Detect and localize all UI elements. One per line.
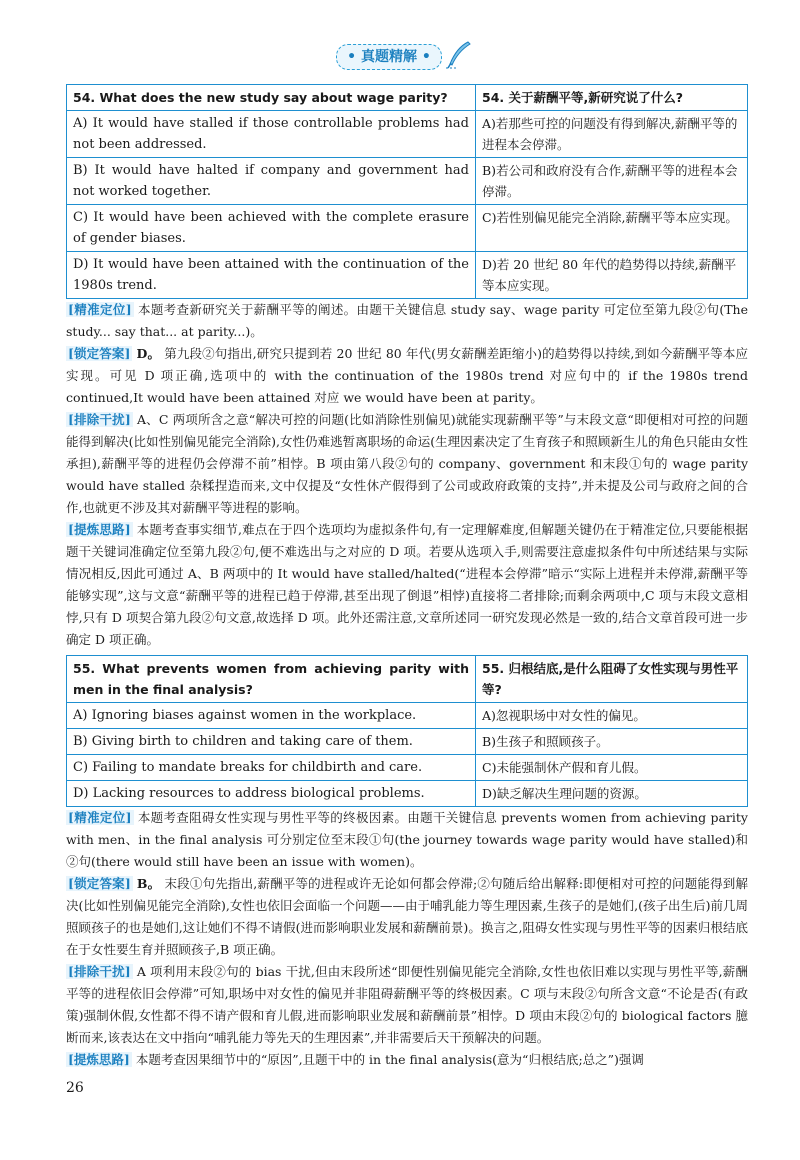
question-row	[67, 656, 748, 703]
option-zh: A)忽视职场中对女性的偏见。	[476, 703, 748, 729]
option-zh: C)未能强制休产假和育儿假。	[476, 755, 748, 781]
option-en: D) Lacking resources to address biological problems.	[67, 781, 476, 807]
analysis-tag: [精准定位]	[68, 810, 132, 825]
analysis-insight	[66, 1049, 748, 1071]
option-row	[67, 252, 748, 299]
answer-letter: B。	[136, 876, 161, 891]
option-en: A) It would have stalled if those controllable problems had not been addressed.	[67, 111, 476, 158]
option-zh: B)生孩子和照顾孩子。	[476, 729, 748, 755]
analysis-tag: [提炼思路]	[68, 522, 131, 537]
analysis-text: 末段①句先指出,薪酬平等的进程或许无论如何都会停滞;②句随后给出解释:即便相对可控的问题能得到解决(比如性别偏见能完全消除),女性也依旧会面临一个问题——由于哺乳能力等生理因素,生孩子的是她们,(孩子出生后)前几周照顾孩子的也是她们,这让她们不得不请假(进而影响职业发展和薪酬前景)。换言之,阻碍女性实现与男性平等的因素归根结底在于女性要生育并照顾孩子,B 项正确。	[66, 876, 748, 957]
analysis-exclude	[66, 409, 748, 519]
analysis-tag: [精准定位]	[68, 302, 132, 317]
analysis-insight	[66, 519, 748, 651]
question-zh: 55. 归根结底,是什么阻碍了女性实现与男性平等?	[476, 656, 748, 703]
option-en: B) It would have halted if company and government had not worked together.	[67, 158, 476, 205]
analysis-text: 本题考查因果细节中的“原因”,且题干中的 in the final analysis(意为“归根结底;总之”)强调	[135, 1052, 644, 1067]
page-number: 26	[66, 1080, 84, 1096]
option-zh: B)若公司和政府没有合作,薪酬平等的进程本会停滞。	[476, 158, 748, 205]
analysis-tag: [锁定答案]	[68, 346, 131, 361]
section-header	[0, 40, 800, 80]
option-en: D) It would have been attained with the continuation of the 1980s trend.	[67, 252, 476, 299]
analysis-text: 第九段②句指出,研究只提到若 20 世纪 80 年代(男女薪酬差距缩小)的趋势得以持续,到如今薪酬平等本应实现。可见 D 项正确,选项中的 with the continuation of the 1980s trend 对应句中的 if the 1980s trend continued,It would have been attained 对应 we would have been at parity。	[66, 346, 748, 405]
analysis-locate	[66, 807, 748, 873]
answer-letter: D。	[136, 346, 161, 361]
analysis-tag: [排除干扰]	[68, 412, 131, 427]
option-row	[67, 703, 748, 729]
option-row	[67, 158, 748, 205]
option-zh: D)缺乏解决生理问题的资源。	[476, 781, 748, 807]
question-en: 55. What prevents women from achieving parity with men in the final analysis?	[67, 656, 476, 703]
question-55-table	[66, 655, 748, 807]
question-zh: 54. 关于薪酬平等,新研究说了什么?	[476, 85, 748, 111]
analysis-text: A、C 两项所含之意“解决可控的问题(比如消除性别偏见)就能实现薪酬平等”与末段文意“即便相对可控的问题能得到解决(比如性别偏见能完全消除),女性仍难逃暂离职场的命运(生理因素决定了生育孩子和照顾新生儿的角色只能由女性承担),薪酬平等的进程仍会停滞不前”相悖。B 项由第八段②句的 company、government 和末段①句的 wage parity would have stalled 杂糅捏造而来,文中仅提及“女性休产假得到了公司或政府政策的支持”,并未提及公司与政府之间的合作,也就更不涉及其对薪酬平等进程的影响。	[66, 412, 748, 515]
option-zh: C)若性别偏见能完全消除,薪酬平等本应实现。	[476, 205, 748, 252]
option-en: C) Failing to mandate breaks for childbirth and care.	[67, 755, 476, 781]
section-title: • 真题精解 •	[336, 44, 442, 70]
option-row	[67, 111, 748, 158]
analysis-text: 本题考查事实细节,难点在于四个选项均为虚拟条件句,有一定理解难度,但解题关键仍在于精准定位,只要能根据题干关键词准确定位至第九段②句,便不难选出与之对应的 D 项。若要从选项入手,则需要注意虚拟条件句中所述结果与实际情况相反,因此可通过 A、B 两项中的 It would have stalled/halted(“进程本会停滞”暗示“实际上进程并未停滞,薪酬平等能够实现”,这与文意“薪酬平等的进程已趋于停滞,甚至出现了倒退”相悖)直接将二者排除;而剩余两项中,C 项与末段文意相悖,只有 D 项契合第九段②句文意,故选择 D 项。此外还需注意,文章所述同一研究发现必然是一致的,结合文章首段可进一步确定 D 项正确。	[66, 522, 748, 647]
option-en: A) Ignoring biases against women in the workplace.	[67, 703, 476, 729]
analysis-tag: [排除干扰]	[68, 964, 131, 979]
quill-pen-icon	[444, 40, 472, 70]
analysis-text: 本题考查新研究关于薪酬平等的阐述。由题干关键信息 study say、wage parity 可定位至第九段②句(The study... say that... at parity...)。	[66, 302, 748, 339]
analysis-answer	[66, 873, 748, 961]
question-row	[67, 85, 748, 111]
analysis-locate	[66, 299, 748, 343]
question-54-table	[66, 84, 748, 299]
option-zh: A)若那些可控的问题没有得到解决,薪酬平等的进程本会停滞。	[476, 111, 748, 158]
analysis-text: 本题考查阻碍女性实现与男性平等的终极因素。由题干关键信息 prevents women from achieving parity with men、in the final analysis 可分别定位至末段①句(the journey towards wage parity would have stalled)和②句(there would still have been an issue with women)。	[66, 810, 748, 869]
analysis-text: A 项利用末段②句的 bias 干扰,但由末段所述“即便性别偏见能完全消除,女性也依旧难以实现与男性平等,薪酬平等的进程依旧会停滞”可知,职场中对女性的偏见并非阻碍薪酬平等的终极因素。C 项与末段②句所含文意“不论是否(有政策)强制休假,女性都不得不请产假和育儿假,进而影响职业发展和薪酬前景”相悖。D 项由末段②句的 biological factors 臆断而来,该表达在文中指向“哺乳能力等先天的生理因素”,并非需要后天干预解决的问题。	[66, 964, 748, 1045]
option-en: B) Giving birth to children and taking care of them.	[67, 729, 476, 755]
question-en: 54. What does the new study say about wage parity?	[67, 85, 476, 111]
analysis-answer	[66, 343, 748, 409]
option-row	[67, 755, 748, 781]
page-content	[66, 84, 748, 1071]
option-row	[67, 729, 748, 755]
analysis-tag: [提炼思路]	[68, 1052, 130, 1067]
analysis-tag: [锁定答案]	[68, 876, 131, 891]
option-en: C) It would have been achieved with the complete erasure of gender biases.	[67, 205, 476, 252]
option-row	[67, 205, 748, 252]
analysis-exclude	[66, 961, 748, 1049]
option-zh: D)若 20 世纪 80 年代的趋势得以持续,薪酬平等本应实现。	[476, 252, 748, 299]
option-row	[67, 781, 748, 807]
